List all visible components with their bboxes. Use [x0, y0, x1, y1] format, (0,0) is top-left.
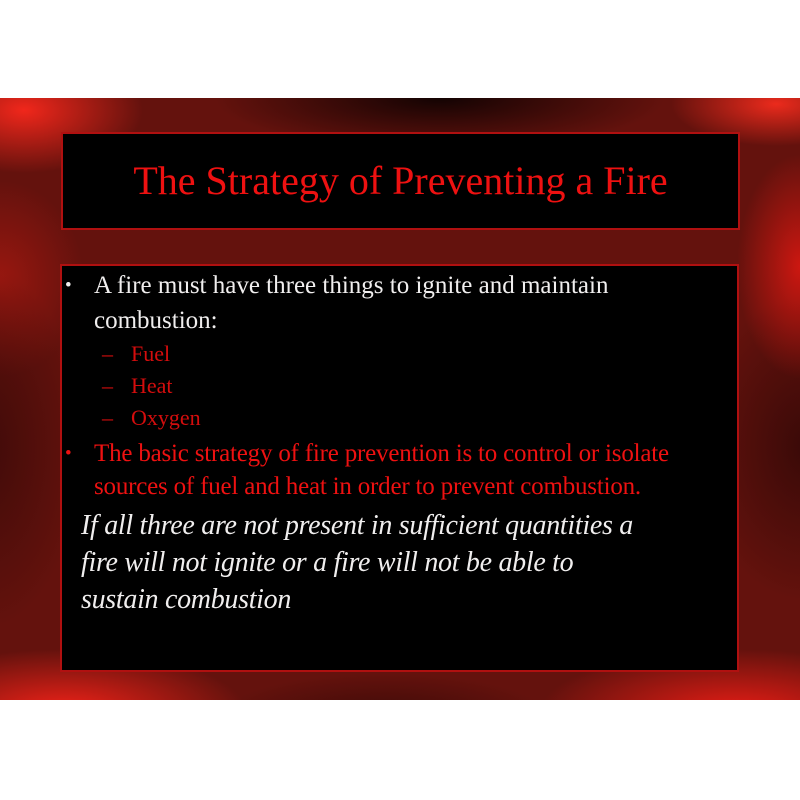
sub-bullet-fuel-label: Fuel — [131, 341, 171, 366]
closing-line-1: If all three are not present in sufficient quantities a — [81, 510, 633, 541]
slide-title: The Strategy of Preventing a Fire — [133, 158, 668, 203]
dash-icon: – — [102, 373, 113, 398]
bullet-1-line-1: A fire must have three things to ignite and maintain — [94, 272, 609, 299]
closing-line-3: sustain combustion — [81, 584, 292, 615]
slide-content-box — [60, 264, 739, 672]
sub-bullet-item-oxygen — [99, 402, 737, 434]
sub-bullet-item-fuel — [99, 338, 737, 370]
bullet-icon: • — [65, 443, 72, 464]
slide-canvas — [0, 98, 800, 700]
closing-statement — [81, 507, 737, 618]
bullet-item-2 — [62, 437, 737, 503]
sub-bullet-heat-label: Heat — [131, 373, 173, 398]
closing-line-2: fire will not ignite or a fire will not be able to — [81, 547, 574, 578]
dash-icon: – — [102, 405, 113, 430]
slide-title-box — [61, 132, 740, 230]
bullet-1-text — [94, 268, 608, 338]
bullet-item-1 — [62, 268, 737, 338]
bullet-1-line-2: combustion: — [94, 307, 218, 334]
dash-icon: – — [102, 341, 113, 366]
bullet-icon: • — [65, 275, 72, 296]
sub-bullet-oxygen-label: Oxygen — [131, 405, 201, 430]
sub-bullet-item-heat — [99, 370, 737, 402]
bullet-2-text — [94, 437, 669, 503]
bullet-2-line-2: sources of fuel and heat in order to prevent combustion. — [94, 473, 641, 500]
bullet-2-line-1: The basic strategy of fire prevention is to control or isolate — [94, 440, 669, 467]
